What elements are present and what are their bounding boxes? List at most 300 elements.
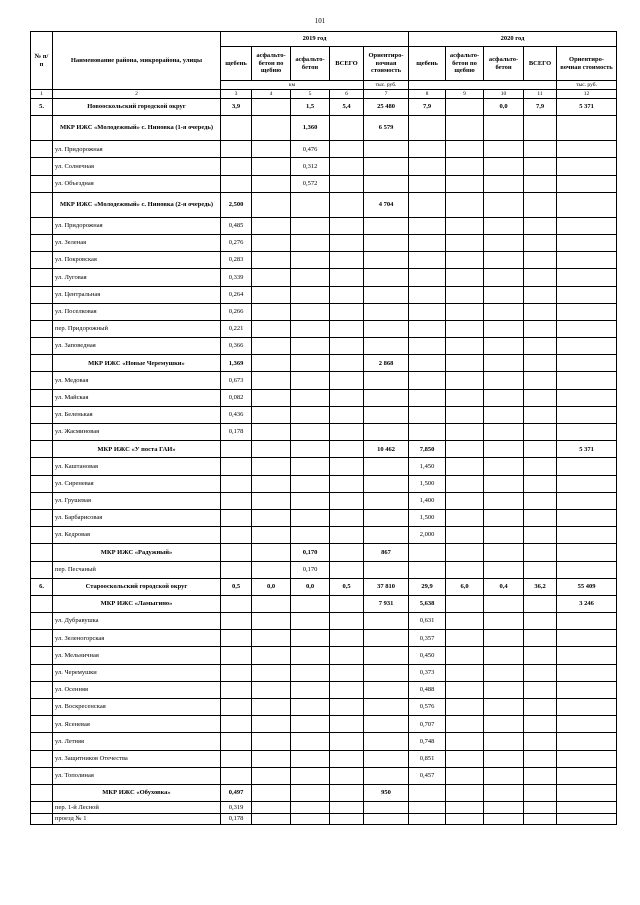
cell-gravel-2019: 3,9 [221, 99, 252, 116]
cell-gravel-2019: 0,673 [221, 372, 252, 389]
cell-asphalt-gravel-2019 [252, 767, 291, 784]
cell-cost-2020: 55 409 [557, 578, 617, 595]
cell-gravel-2020 [409, 355, 446, 372]
year-2019-header: 2019 год [221, 32, 409, 47]
cell-cost-2020 [557, 141, 617, 158]
col-number: 6 [330, 90, 364, 99]
table-row [31, 813, 617, 825]
cell-row-number [31, 813, 53, 825]
cell-street-name: ул. Сиреневая [53, 475, 221, 492]
cell-asphalt-gravel-2019 [252, 141, 291, 158]
cell-asphalt-2020 [484, 813, 524, 825]
cell-asphalt-2020 [484, 424, 524, 441]
cell-asphalt-gravel-2020 [446, 303, 484, 320]
cell-gravel-2019 [221, 595, 252, 612]
cell-asphalt-2020 [484, 733, 524, 750]
table-row [31, 475, 617, 492]
cell-street-name: ул. Жасминовая [53, 424, 221, 441]
cell-total-2020 [524, 647, 557, 664]
cell-cost-2019: 4 704 [364, 192, 409, 217]
cell-gravel-2019: 0,178 [221, 813, 252, 825]
cell-gravel-2020 [409, 372, 446, 389]
cell-asphalt-2019 [291, 613, 330, 630]
table-row [31, 234, 617, 251]
cell-total-2019 [330, 458, 364, 475]
cell-asphalt-2020 [484, 389, 524, 406]
cell-cost-2019: 37 810 [364, 578, 409, 595]
cell-total-2020 [524, 784, 557, 801]
cell-cost-2020 [557, 750, 617, 767]
col-number: 9 [446, 90, 484, 99]
table-row [31, 175, 617, 192]
cell-asphalt-gravel-2020 [446, 733, 484, 750]
cell-asphalt-gravel-2019 [252, 99, 291, 116]
cell-gravel-2020: 0,450 [409, 647, 446, 664]
cell-total-2019 [330, 475, 364, 492]
cell-gravel-2020 [409, 813, 446, 825]
cell-row-number [31, 458, 53, 475]
col-header-gravel-2019: щебень [221, 47, 252, 81]
table-row [31, 561, 617, 578]
cell-asphalt-2020: 0,0 [484, 99, 524, 116]
cell-asphalt-2020 [484, 406, 524, 423]
cell-gravel-2019: 0,5 [221, 578, 252, 595]
cell-asphalt-2019: 0,312 [291, 158, 330, 175]
cell-gravel-2019 [221, 681, 252, 698]
table-row [31, 303, 617, 320]
cell-total-2020 [524, 664, 557, 681]
table-row [31, 716, 617, 733]
cell-cost-2019 [364, 406, 409, 423]
cell-row-number [31, 613, 53, 630]
cell-cost-2019 [364, 217, 409, 234]
cell-total-2020 [524, 441, 557, 458]
cell-total-2020 [524, 813, 557, 825]
cell-cost-2020: 5 371 [557, 441, 617, 458]
cell-street-name: пер. Придорожный [53, 320, 221, 337]
cell-cost-2019 [364, 647, 409, 664]
cell-gravel-2019 [221, 716, 252, 733]
cell-street-name: ул. Зеленогорская [53, 630, 221, 647]
cell-gravel-2020: 0,357 [409, 630, 446, 647]
section-row [31, 116, 617, 141]
cell-total-2020 [524, 527, 557, 544]
cell-total-2020 [524, 424, 557, 441]
cell-cost-2020 [557, 303, 617, 320]
cell-total-2019 [330, 424, 364, 441]
cell-gravel-2019: 0,339 [221, 269, 252, 286]
cell-cost-2020 [557, 613, 617, 630]
cell-gravel-2020 [409, 424, 446, 441]
unit-km-2019: км [221, 81, 364, 90]
cell-cost-2019: 867 [364, 544, 409, 561]
cell-asphalt-gravel-2020 [446, 750, 484, 767]
cell-row-number [31, 527, 53, 544]
cell-gravel-2019 [221, 767, 252, 784]
cell-asphalt-2019: 1,360 [291, 116, 330, 141]
table-row [31, 372, 617, 389]
cell-asphalt-gravel-2019: 0,0 [252, 578, 291, 595]
cell-asphalt-2019 [291, 527, 330, 544]
cell-cost-2019 [364, 372, 409, 389]
cell-total-2020 [524, 175, 557, 192]
cell-gravel-2019 [221, 750, 252, 767]
cell-asphalt-2019 [291, 699, 330, 716]
cell-total-2020 [524, 269, 557, 286]
cell-asphalt-gravel-2020 [446, 141, 484, 158]
cell-street-name: МКР ИЖС «Радужный» [53, 544, 221, 561]
table-row [31, 630, 617, 647]
table-row [31, 217, 617, 234]
table-row [31, 802, 617, 814]
cell-asphalt-gravel-2020 [446, 406, 484, 423]
cell-asphalt-gravel-2019 [252, 424, 291, 441]
cell-total-2019 [330, 630, 364, 647]
cell-row-number [31, 116, 53, 141]
cell-total-2019 [330, 286, 364, 303]
cell-asphalt-gravel-2020 [446, 424, 484, 441]
cell-asphalt-2020 [484, 647, 524, 664]
cell-cost-2020 [557, 406, 617, 423]
cell-row-number [31, 141, 53, 158]
cell-asphalt-gravel-2019 [252, 681, 291, 698]
cell-gravel-2020: 1,500 [409, 475, 446, 492]
cell-cost-2019: 2 868 [364, 355, 409, 372]
cell-street-name: ул. Воскресенская [53, 699, 221, 716]
cell-total-2019 [330, 269, 364, 286]
cell-asphalt-2019 [291, 234, 330, 251]
section-row [31, 784, 617, 801]
cell-gravel-2020 [409, 158, 446, 175]
cell-street-name: МКР ИЖС «Молодежный» с. Ниновка (2-я очередь) [53, 192, 221, 217]
cell-total-2019 [330, 699, 364, 716]
cell-gravel-2019 [221, 544, 252, 561]
cell-row-number [31, 158, 53, 175]
col-header-total-2020: ВСЕГО [524, 47, 557, 81]
cell-asphalt-gravel-2019 [252, 492, 291, 509]
cell-asphalt-2020 [484, 286, 524, 303]
cell-gravel-2020: 29,9 [409, 578, 446, 595]
cell-street-name: проезд № 1 [53, 813, 221, 825]
cell-asphalt-2019 [291, 716, 330, 733]
cell-cost-2019 [364, 175, 409, 192]
cell-gravel-2020 [409, 561, 446, 578]
cell-total-2020 [524, 338, 557, 355]
table-row [31, 424, 617, 441]
cell-street-name: ул. Луговая [53, 269, 221, 286]
cell-asphalt-gravel-2020 [446, 813, 484, 825]
cell-asphalt-gravel-2020 [446, 509, 484, 526]
cell-total-2020 [524, 406, 557, 423]
cell-asphalt-2019 [291, 192, 330, 217]
cell-street-name: ул. Барбарисовая [53, 509, 221, 526]
cell-total-2019 [330, 192, 364, 217]
cell-total-2020 [524, 355, 557, 372]
section-row [31, 192, 617, 217]
cell-row-number [31, 716, 53, 733]
cell-gravel-2019 [221, 141, 252, 158]
cell-row-number [31, 784, 53, 801]
cell-cost-2019 [364, 630, 409, 647]
cell-asphalt-2020 [484, 613, 524, 630]
cell-asphalt-2019: 0,476 [291, 141, 330, 158]
cell-row-number [31, 286, 53, 303]
cell-asphalt-gravel-2020 [446, 355, 484, 372]
cell-total-2020 [524, 767, 557, 784]
table-row [31, 681, 617, 698]
cell-asphalt-gravel-2019 [252, 475, 291, 492]
cell-total-2019 [330, 527, 364, 544]
cell-asphalt-gravel-2020 [446, 527, 484, 544]
cell-asphalt-gravel-2019 [252, 716, 291, 733]
cell-asphalt-gravel-2019 [252, 813, 291, 825]
cell-total-2020 [524, 681, 557, 698]
cell-cost-2020 [557, 192, 617, 217]
table-row [31, 527, 617, 544]
cell-asphalt-gravel-2019 [252, 286, 291, 303]
cell-asphalt-2020 [484, 116, 524, 141]
cell-total-2019: 0,5 [330, 578, 364, 595]
cell-gravel-2019 [221, 630, 252, 647]
cell-street-name: ул. Тополиная [53, 767, 221, 784]
cell-row-number [31, 175, 53, 192]
cell-total-2020 [524, 389, 557, 406]
cell-row-number [31, 544, 53, 561]
col-header-total-2019: ВСЕГО [330, 47, 364, 81]
cell-gravel-2019 [221, 561, 252, 578]
table-body [31, 99, 617, 825]
cell-cost-2019 [364, 716, 409, 733]
cell-asphalt-2019 [291, 733, 330, 750]
cell-total-2020 [524, 286, 557, 303]
cell-cost-2020 [557, 630, 617, 647]
cell-gravel-2019: 2,500 [221, 192, 252, 217]
cell-gravel-2019: 0,266 [221, 303, 252, 320]
cell-gravel-2020 [409, 175, 446, 192]
cell-asphalt-gravel-2020 [446, 217, 484, 234]
cell-total-2019 [330, 217, 364, 234]
cell-row-number [31, 750, 53, 767]
cell-row-number [31, 303, 53, 320]
cell-total-2020 [524, 320, 557, 337]
cell-cost-2020: 3 246 [557, 595, 617, 612]
cell-cost-2019 [364, 613, 409, 630]
cell-total-2019 [330, 750, 364, 767]
col-header-asphalt-2019: асфальто-бетон [291, 47, 330, 81]
cell-asphalt-2019 [291, 595, 330, 612]
cell-asphalt-gravel-2020 [446, 647, 484, 664]
cell-gravel-2020 [409, 406, 446, 423]
cell-row-number: 6. [31, 578, 53, 595]
cell-total-2020 [524, 544, 557, 561]
cell-cost-2020 [557, 458, 617, 475]
cell-asphalt-gravel-2019 [252, 116, 291, 141]
cell-gravel-2020 [409, 338, 446, 355]
cell-gravel-2020 [409, 269, 446, 286]
cell-asphalt-gravel-2019 [252, 458, 291, 475]
cell-gravel-2019: 0,497 [221, 784, 252, 801]
cell-asphalt-gravel-2019 [252, 613, 291, 630]
cell-row-number [31, 355, 53, 372]
cell-total-2019 [330, 116, 364, 141]
cell-cost-2020 [557, 158, 617, 175]
cell-total-2019 [330, 355, 364, 372]
cell-gravel-2020 [409, 784, 446, 801]
cell-asphalt-gravel-2019 [252, 192, 291, 217]
col-header-cost-2020: Ориентиро-вочная стоимость [557, 47, 617, 81]
cell-cost-2020 [557, 647, 617, 664]
cell-total-2019 [330, 441, 364, 458]
cell-cost-2019: 10 462 [364, 441, 409, 458]
cell-asphalt-gravel-2020 [446, 544, 484, 561]
cell-asphalt-2020: 0,4 [484, 578, 524, 595]
table-row [31, 252, 617, 269]
cell-asphalt-gravel-2020 [446, 681, 484, 698]
cell-asphalt-gravel-2019 [252, 217, 291, 234]
cell-gravel-2020 [409, 389, 446, 406]
cell-cost-2020 [557, 561, 617, 578]
cell-asphalt-gravel-2020 [446, 269, 484, 286]
cell-total-2019 [330, 252, 364, 269]
roads-table [30, 31, 617, 825]
cell-total-2020 [524, 750, 557, 767]
cell-asphalt-2020 [484, 681, 524, 698]
cell-street-name: ул. Зеленая [53, 234, 221, 251]
cell-cost-2020 [557, 424, 617, 441]
cell-total-2020 [524, 372, 557, 389]
cell-asphalt-gravel-2019 [252, 158, 291, 175]
cell-asphalt-gravel-2020 [446, 475, 484, 492]
col-number: 12 [557, 90, 617, 99]
cell-total-2020 [524, 561, 557, 578]
col-number: 2 [53, 90, 221, 99]
cell-cost-2020 [557, 813, 617, 825]
col-number: 1 [31, 90, 53, 99]
cell-gravel-2019: 0,485 [221, 217, 252, 234]
cell-cost-2020 [557, 475, 617, 492]
cell-asphalt-2020 [484, 527, 524, 544]
cell-row-number [31, 234, 53, 251]
cell-gravel-2020 [409, 141, 446, 158]
col-number: 7 [364, 90, 409, 99]
cell-street-name: ул. Придорожная [53, 141, 221, 158]
cell-asphalt-gravel-2020 [446, 372, 484, 389]
cell-asphalt-gravel-2019 [252, 175, 291, 192]
cell-street-name: ул. Осенняя [53, 681, 221, 698]
unit-km-2020 [409, 81, 557, 90]
cell-street-name: МКР ИЖС «Новые Черемушки» [53, 355, 221, 372]
cell-gravel-2020 [409, 286, 446, 303]
cell-row-number [31, 509, 53, 526]
cell-asphalt-gravel-2020 [446, 286, 484, 303]
cell-street-name: ул. Медовая [53, 372, 221, 389]
cell-asphalt-2020 [484, 595, 524, 612]
cell-cost-2019: 6 579 [364, 116, 409, 141]
cell-gravel-2020: 0,851 [409, 750, 446, 767]
cell-cost-2020 [557, 544, 617, 561]
cell-asphalt-2019 [291, 424, 330, 441]
cell-street-name: МКР ИЖС «Молодежный» с. Ниновка (1-я очередь) [53, 116, 221, 141]
cell-asphalt-2019 [291, 269, 330, 286]
cell-gravel-2019: 0,319 [221, 802, 252, 814]
cell-cost-2020 [557, 492, 617, 509]
cell-cost-2020 [557, 338, 617, 355]
cell-asphalt-gravel-2019 [252, 544, 291, 561]
cell-row-number [31, 595, 53, 612]
cell-asphalt-2019 [291, 406, 330, 423]
section-row [31, 355, 617, 372]
cell-total-2019 [330, 389, 364, 406]
cell-total-2019 [330, 303, 364, 320]
cell-total-2020 [524, 595, 557, 612]
cell-gravel-2020: 0,457 [409, 767, 446, 784]
cell-asphalt-2019 [291, 750, 330, 767]
cell-gravel-2020 [409, 252, 446, 269]
cell-cost-2019 [364, 286, 409, 303]
cell-asphalt-2019 [291, 813, 330, 825]
cell-asphalt-2019 [291, 389, 330, 406]
cell-asphalt-gravel-2019 [252, 303, 291, 320]
cell-row-number [31, 269, 53, 286]
cell-cost-2020 [557, 699, 617, 716]
cell-total-2020 [524, 141, 557, 158]
cell-cost-2020 [557, 234, 617, 251]
cell-cost-2019 [364, 561, 409, 578]
cell-gravel-2020: 1,400 [409, 492, 446, 509]
table-row [31, 492, 617, 509]
cell-cost-2019 [364, 252, 409, 269]
cell-total-2020 [524, 699, 557, 716]
cell-row-number [31, 252, 53, 269]
cell-street-name: Старооскольский городской округ [53, 578, 221, 595]
cell-gravel-2019 [221, 647, 252, 664]
col-header-asphalt-2020: асфальто-бетон [484, 47, 524, 81]
cell-street-name: ул. Грушевая [53, 492, 221, 509]
cell-gravel-2020 [409, 303, 446, 320]
cell-total-2020 [524, 252, 557, 269]
cell-asphalt-gravel-2020 [446, 561, 484, 578]
cell-asphalt-gravel-2019 [252, 320, 291, 337]
cell-street-name: ул. Дубравушка [53, 613, 221, 630]
cell-street-name: ул. Майская [53, 389, 221, 406]
cell-total-2020 [524, 458, 557, 475]
table-row [31, 320, 617, 337]
cell-gravel-2020: 1,500 [409, 509, 446, 526]
cell-row-number [31, 733, 53, 750]
cell-gravel-2020: 7,9 [409, 99, 446, 116]
cell-gravel-2020 [409, 320, 446, 337]
cell-cost-2020 [557, 217, 617, 234]
cell-asphalt-2019 [291, 767, 330, 784]
cell-street-name: ул. Кедровая [53, 527, 221, 544]
cell-row-number [31, 441, 53, 458]
cell-asphalt-2019 [291, 338, 330, 355]
cell-row-number [31, 630, 53, 647]
cell-cost-2020 [557, 681, 617, 698]
col-header-asphalt-gravel-2020: асфальто-бетон по щебню [446, 47, 484, 81]
cell-asphalt-gravel-2020 [446, 234, 484, 251]
table-row [31, 389, 617, 406]
cell-street-name: ул. Придорожная [53, 217, 221, 234]
cell-row-number [31, 561, 53, 578]
cell-asphalt-2019 [291, 458, 330, 475]
cell-asphalt-2020 [484, 509, 524, 526]
cell-asphalt-2019 [291, 372, 330, 389]
cell-asphalt-gravel-2019 [252, 561, 291, 578]
cell-asphalt-gravel-2019 [252, 389, 291, 406]
page-number: 101 [314, 17, 326, 25]
cell-row-number [31, 802, 53, 814]
